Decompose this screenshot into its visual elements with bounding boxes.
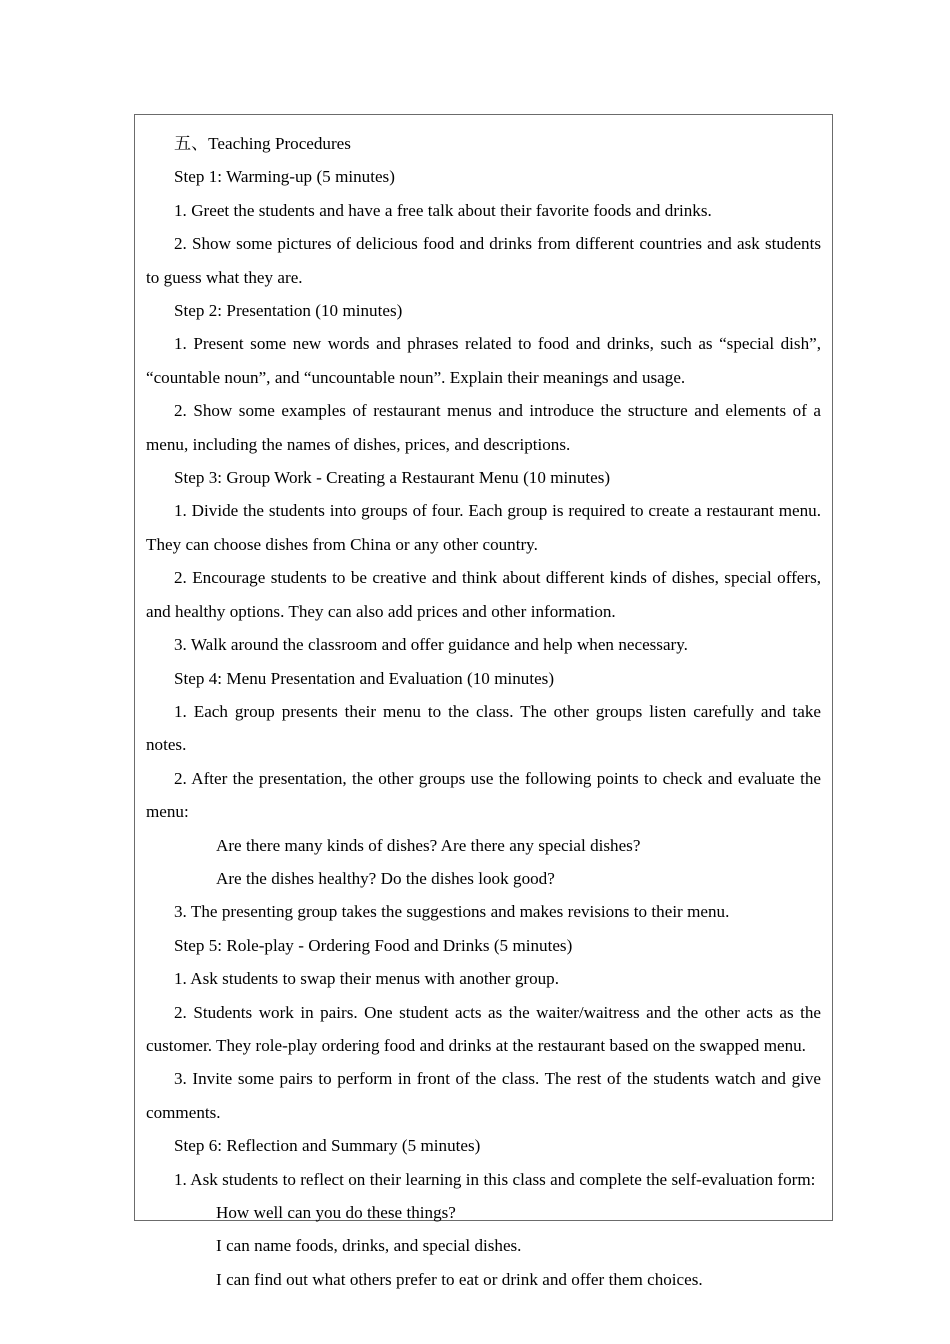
teaching-procedures-table-cell bbox=[134, 114, 833, 1289]
paragraph-step-5-item-3: 3. Invite some pairs to perform in front of the class. The rest of the students watch and give comments. bbox=[146, 1069, 821, 1122]
paragraph-step-2-title: Step 2: Presentation (10 minutes) bbox=[174, 301, 403, 321]
paragraph-step-4-check-1: Are there many kinds of dishes? Are there any special dishes? bbox=[216, 835, 641, 855]
paragraph-heading: 五、Teaching Procedures bbox=[174, 134, 351, 153]
paragraph-step-4-item-1: 1. Each group presents their menu to the class. The other groups listen carefully and take notes. bbox=[146, 701, 821, 755]
paragraph-step-3-item-3: 3. Walk around the classroom and offer guidance and help when necessary. bbox=[174, 635, 688, 655]
paragraph-step-3-item-1: 1. Divide the students into groups of four. Each group is required to create a restaurant menu. They can choose dishes from China or any other country. bbox=[146, 501, 821, 554]
paragraph-step-3-title: Step 3: Group Work - Creating a Restaurant Menu (10 minutes) bbox=[174, 468, 611, 488]
paragraph-step-6-self-3: I can find out what others prefer to eat or drink and offer them choices. bbox=[216, 1269, 703, 1289]
paragraph-step-4-item-2: 2. After the presentation, the other groups use the following points to check and evaluate the menu: bbox=[146, 768, 821, 822]
paragraph-step-1-title: Step 1: Warming-up (5 minutes) bbox=[174, 167, 395, 187]
paragraph-step-2-item-2: 2. Show some examples of restaurant menus and introduce the structure and elements of a menu, including the names of dishes, prices, and descriptions. bbox=[146, 401, 821, 454]
paragraph-step-4-item-3: 3. The presenting group takes the suggestions and makes revisions to their menu. bbox=[174, 902, 730, 922]
paragraph-step-6-self-1: How well can you do these things? bbox=[216, 1203, 456, 1222]
paragraph-step-4-title: Step 4: Menu Presentation and Evaluation (10 minutes) bbox=[174, 668, 555, 688]
paragraph-step-6-item-1: 1. Ask students to reflect on their learning in this class and complete the self-evaluation form: bbox=[174, 1169, 816, 1189]
paragraph-step-1-item-1: 1. Greet the students and have a free talk about their favorite foods and drinks. bbox=[174, 200, 712, 220]
paragraph-step-6-title: Step 6: Reflection and Summary (5 minutes) bbox=[174, 1136, 481, 1156]
paragraph-step-6-self-2: I can name foods, drinks, and special dishes. bbox=[216, 1236, 522, 1256]
paragraph-step-5-title: Step 5: Role-play - Ordering Food and Drinks (5 minutes) bbox=[174, 935, 573, 955]
paragraph-step-5-item-2: 2. Students work in pairs. One student acts as the waiter/waitress and the other acts as the customer. They role-play ordering food and drinks at the restaurant based on the swapped menu. bbox=[146, 1002, 821, 1055]
paragraph-step-5-item-1: 1. Ask students to swap their menus with another group. bbox=[174, 969, 559, 989]
paragraph-step-1-item-2: 2. Show some pictures of delicious food and drinks from different countries and ask students to guess what they are. bbox=[146, 234, 821, 287]
paragraph-step-4-check-2: Are the dishes healthy? Do the dishes look good? bbox=[216, 868, 555, 888]
teaching-procedures-content bbox=[146, 127, 821, 1296]
paragraph-step-3-item-2: 2. Encourage students to be creative and think about different kinds of dishes, special offers, and healthy options. They can also add prices and other information. bbox=[146, 568, 821, 621]
paragraph-step-2-item-1: 1. Present some new words and phrases related to food and drinks, such as “special dish”, “countable noun”, and “uncountable noun”. Explain their meanings and usage. bbox=[146, 334, 821, 387]
